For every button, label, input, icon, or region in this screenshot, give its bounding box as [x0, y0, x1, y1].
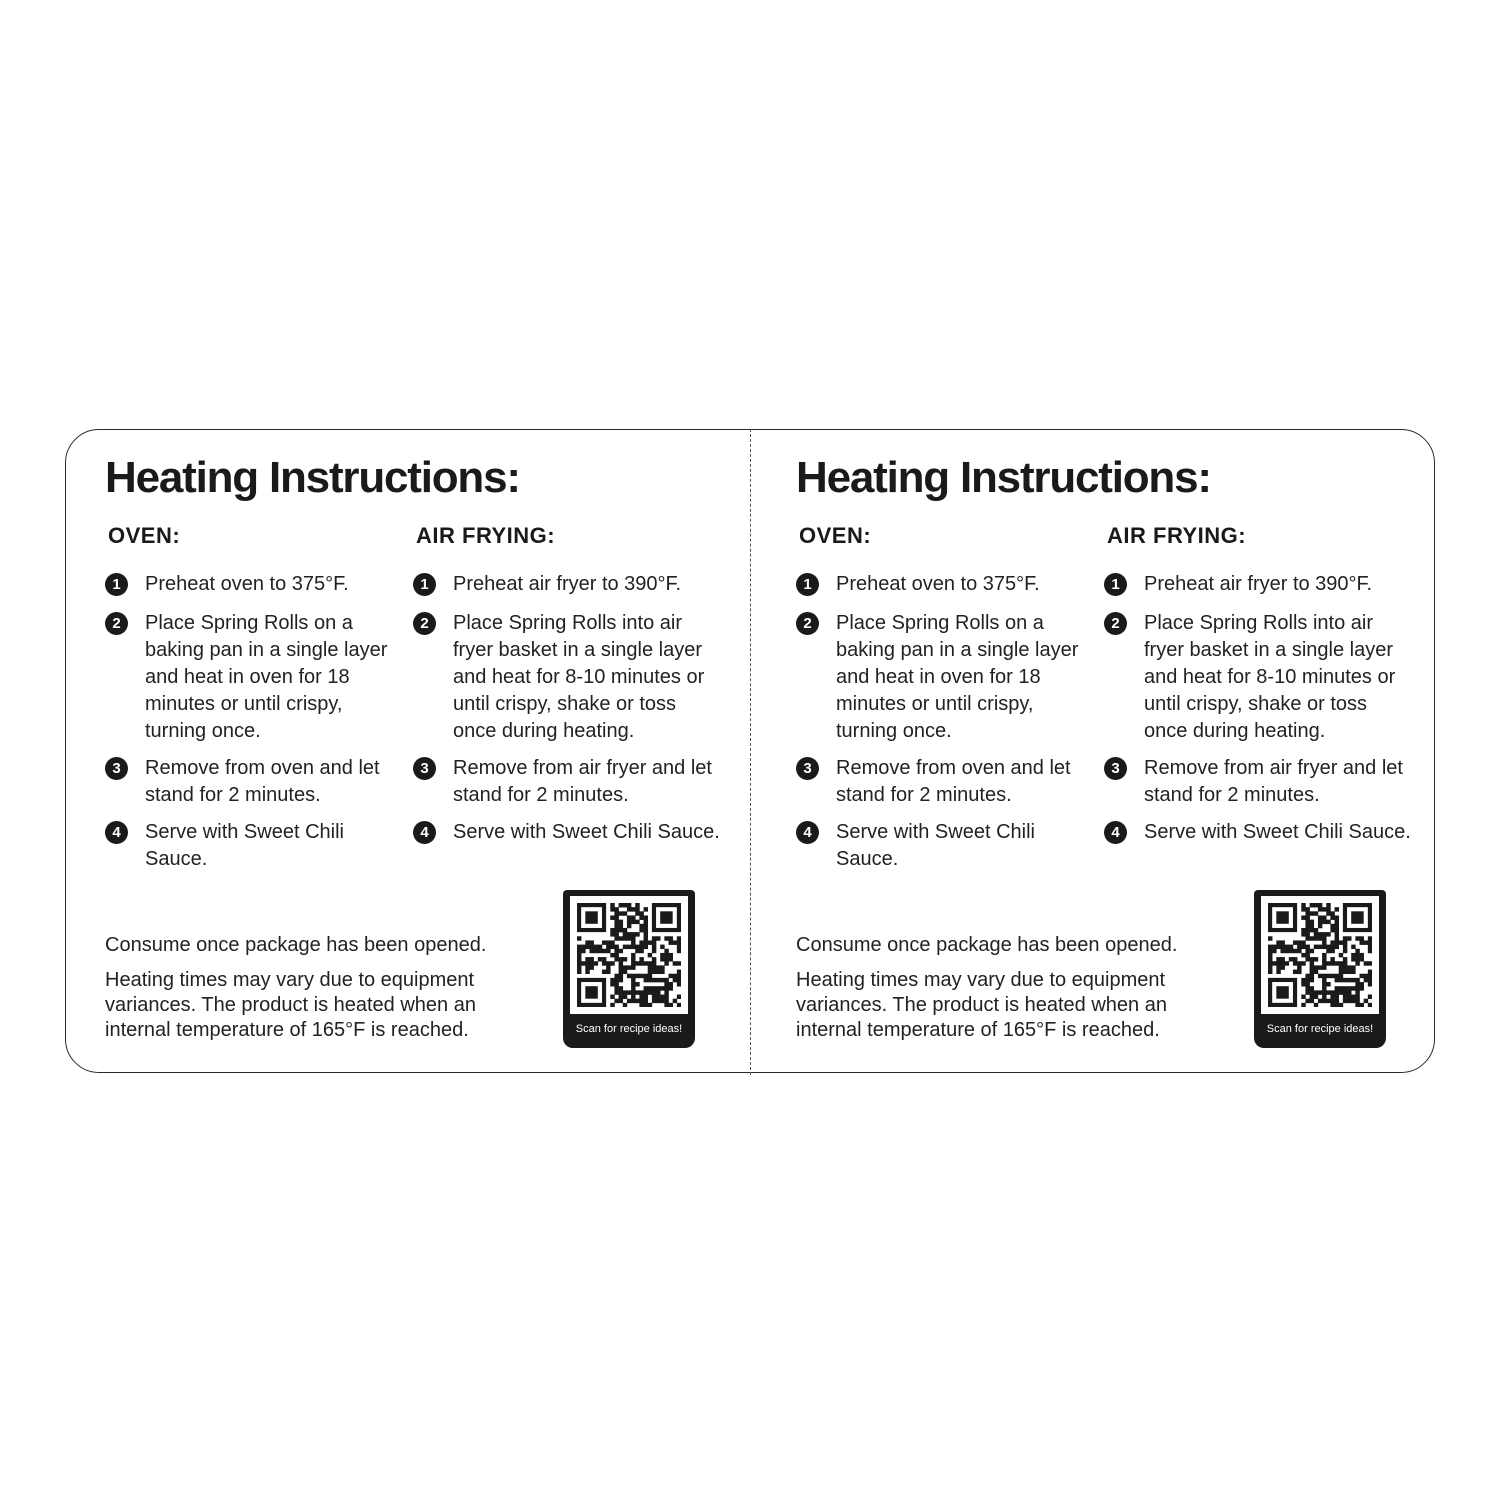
air-step-4 [413, 819, 723, 846]
air-frying-steps [1104, 571, 1414, 846]
qr-code-icon[interactable] [570, 896, 688, 1014]
oven-step-4 [796, 819, 1081, 873]
air-step-4 [1104, 819, 1414, 846]
qr-caption: Scan for recipe ideas! [1266, 1023, 1374, 1035]
oven-step-3 [105, 755, 390, 809]
instructions-panel-right [796, 429, 1456, 1073]
oven-column [105, 523, 390, 883]
step-number-icon: 3 [796, 757, 819, 780]
step-text: Place Spring Rolls into air fryer basket in a single layer and heat for 8-10 minutes or until crispy, shake or toss once during heating. [1144, 612, 1396, 742]
step-text: Serve with Sweet Chili Sauce. [1144, 821, 1411, 843]
instructions-panel-left [105, 429, 765, 1073]
oven-steps [105, 571, 390, 873]
step-text: Remove from oven and let stand for 2 minutes. [145, 757, 380, 806]
step-number-icon: 1 [796, 573, 819, 596]
air-step-1 [413, 571, 723, 598]
air-step-3 [413, 755, 723, 809]
oven-step-2 [796, 610, 1081, 745]
step-text: Place Spring Rolls into air fryer basket in a single layer and heat for 8-10 minutes or until crispy, shake or toss once during heating. [453, 612, 705, 742]
oven-step-1 [796, 571, 1081, 598]
step-number-icon: 4 [105, 821, 128, 844]
step-text: Preheat oven to 375°F. [836, 573, 1040, 595]
step-number-icon: 4 [1104, 821, 1127, 844]
oven-step-3 [796, 755, 1081, 809]
step-number-icon: 4 [796, 821, 819, 844]
step-text: Preheat oven to 375°F. [145, 573, 349, 595]
qr-code-icon[interactable] [1261, 896, 1379, 1014]
air-step-3 [1104, 755, 1414, 809]
step-number-icon: 2 [796, 612, 819, 635]
air-frying-title: AIR FRYING: [1107, 523, 1247, 548]
oven-column [796, 523, 1081, 883]
step-text: Place Spring Rolls on a baking pan in a single layer and heat in oven for 18 minutes or until crispy, turning once. [836, 612, 1079, 742]
step-number-icon: 1 [413, 573, 436, 596]
step-number-icon: 1 [1104, 573, 1127, 596]
step-text: Serve with Sweet Chili Sauce. [453, 821, 720, 843]
step-text: Place Spring Rolls on a baking pan in a single layer and heat in oven for 18 minutes or until crispy, turning once. [145, 612, 388, 742]
oven-step-1 [105, 571, 390, 598]
qr-badge[interactable] [563, 890, 695, 1048]
heating-note: Heating times may vary due to equipment variances. The product is heated when an internal temperature of 165°F is reached. [105, 969, 476, 1041]
qr-caption: Scan for recipe ideas! [575, 1023, 683, 1035]
step-text: Serve with Sweet Chili Sauce. [145, 821, 344, 870]
step-number-icon: 3 [105, 757, 128, 780]
air-step-2 [1104, 610, 1414, 745]
oven-step-2 [105, 610, 390, 745]
oven-steps [796, 571, 1081, 873]
step-number-icon: 2 [1104, 612, 1127, 635]
step-text: Remove from air fryer and let stand for 2 minutes. [453, 757, 712, 806]
air-frying-column [413, 523, 723, 856]
step-text: Remove from air fryer and let stand for 2 minutes. [1144, 757, 1403, 806]
step-text: Serve with Sweet Chili Sauce. [836, 821, 1035, 870]
consume-note: Consume once package has been opened. [105, 934, 487, 956]
air-frying-title: AIR FRYING: [416, 523, 556, 548]
step-text: Preheat air fryer to 390°F. [453, 573, 682, 595]
air-step-2 [413, 610, 723, 745]
step-number-icon: 2 [105, 612, 128, 635]
oven-title: OVEN: [108, 523, 181, 548]
panel-heading: Heating Instructions: [105, 453, 520, 502]
air-step-1 [1104, 571, 1414, 598]
step-text: Remove from oven and let stand for 2 minutes. [836, 757, 1071, 806]
heating-note: Heating times may vary due to equipment variances. The product is heated when an internal temperature of 165°F is reached. [796, 969, 1167, 1041]
step-number-icon: 2 [413, 612, 436, 635]
step-number-icon: 3 [413, 757, 436, 780]
panel-heading: Heating Instructions: [796, 453, 1211, 502]
step-number-icon: 1 [105, 573, 128, 596]
air-frying-column [1104, 523, 1414, 856]
step-number-icon: 3 [1104, 757, 1127, 780]
oven-title: OVEN: [799, 523, 872, 548]
step-text: Preheat air fryer to 390°F. [1144, 573, 1373, 595]
qr-badge[interactable] [1254, 890, 1386, 1048]
step-number-icon: 4 [413, 821, 436, 844]
consume-note: Consume once package has been opened. [796, 934, 1178, 956]
air-frying-steps [413, 571, 723, 846]
oven-step-4 [105, 819, 390, 873]
